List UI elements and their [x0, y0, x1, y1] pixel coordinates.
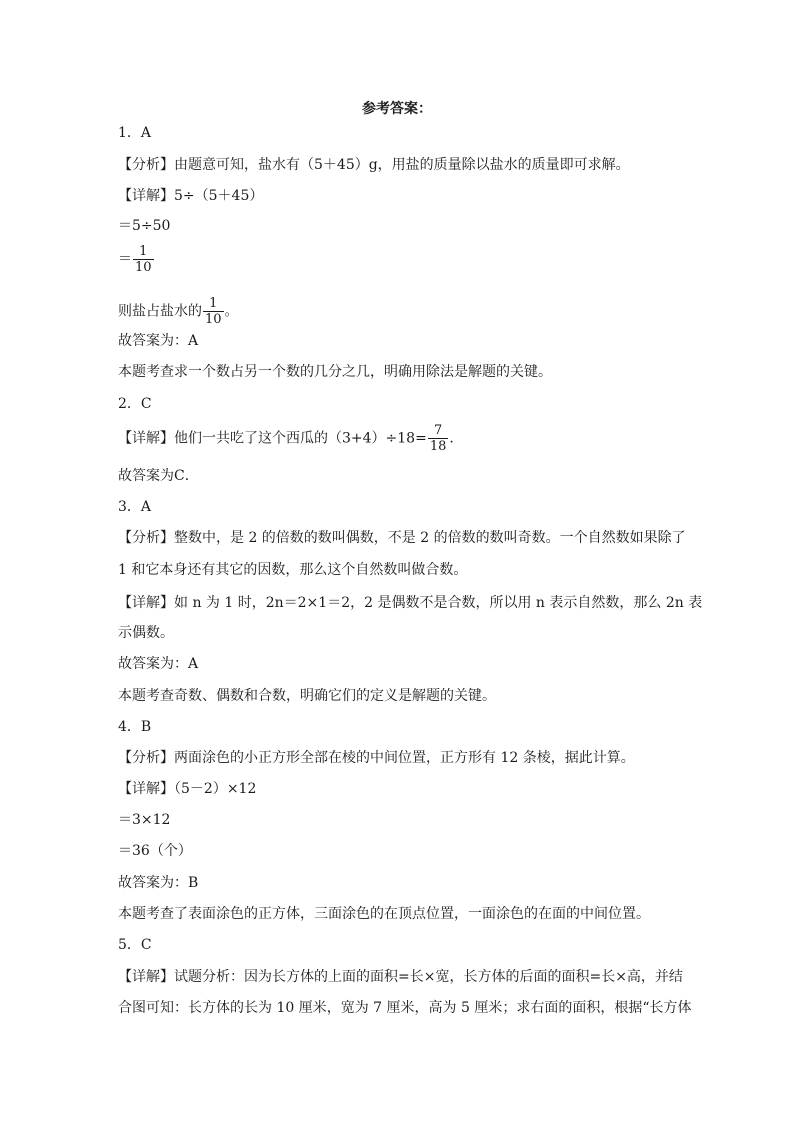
q3-heading: 3．A — [118, 499, 152, 515]
q1-step2-prefix: ＝ — [118, 251, 132, 268]
q2-fraction — [428, 423, 449, 454]
q1-conclusion-prefix: 则盐占盐水的 — [118, 303, 202, 320]
q2-fraction-numerator: 7 — [428, 423, 449, 439]
q1-fraction — [133, 244, 154, 275]
q2-detail — [118, 423, 463, 454]
q2-detail-prefix: 【详解】他们一共吃了这个西瓜的（3+4）÷18= — [118, 430, 427, 447]
q1-conclusion-suffix: 。 — [224, 303, 239, 320]
q3-detail-line2: 示偶数。 — [118, 625, 174, 641]
q1-analysis: 【分析】由题意可知，盐水有（5＋45）g，用盐的质量除以盐水的质量即可求解。 — [118, 157, 630, 173]
q5-detail-line1: 【详解】试题分析：因为长方体的上面的面积=长×宽，长方体的后面的面积=长×高，并结 — [118, 969, 683, 985]
q1-conclusion-fraction — [203, 296, 224, 327]
q1-heading: 1．A — [118, 125, 152, 141]
q1-step1: ＝5÷50 — [118, 218, 171, 234]
q4-detail: 【详解】（5－2）×12 — [118, 781, 257, 797]
q4-step1: ＝3×12 — [118, 812, 171, 828]
q1-step2 — [118, 244, 155, 275]
q5-detail-line2: 合图可知：长方体的长为 10 厘米，宽为 7 厘米，高为 5 厘米；求右面的面积，根据“长方体 — [118, 1000, 692, 1016]
q4-analysis: 【分析】两面涂色的小正方形全部在棱的中间位置，正方形有 12 条棱，据此计算。 — [118, 750, 635, 766]
q4-heading: 4．B — [118, 719, 152, 735]
q4-answer: 故答案为：B — [118, 875, 199, 891]
q4-step2: ＝36（个） — [118, 843, 192, 859]
q1-fraction-numerator: 1 — [133, 244, 154, 260]
q1-detail: 【详解】5÷（5＋45） — [118, 188, 264, 204]
q2-fraction-denominator: 18 — [429, 439, 447, 454]
q1-conclusion-numerator: 1 — [203, 296, 224, 312]
q1-fraction-denominator: 10 — [135, 260, 152, 275]
q3-note: 本题考查奇数、偶数和合数，明确它们的定义是解题的关键。 — [118, 688, 496, 704]
q3-detail-line1: 【详解】如 n 为 1 时，2n＝2×1＝2，2 是偶数不是合数，所以用 n 表示自然数，那么 2n 表 — [118, 595, 703, 611]
q2-detail-suffix: ． — [449, 430, 464, 447]
page-title: 参考答案： — [362, 101, 432, 117]
q1-conclusion — [118, 296, 239, 327]
q2-answer: 故答案为C． — [118, 468, 199, 484]
q3-answer: 故答案为：A — [118, 656, 199, 672]
q4-note: 本题考查了表面涂色的正方体，三面涂色的在顶点位置，一面涂色的在面的中间位置。 — [118, 906, 650, 922]
q1-note: 本题考查求一个数占另一个数的几分之几，明确用除法是解题的关键。 — [118, 364, 552, 380]
q3-analysis-line1: 【分析】整数中，是 2 的倍数的数叫偶数，不是 2 的倍数的数叫奇数。一个自然数如果除了 — [118, 530, 686, 546]
q5-heading: 5．C — [118, 937, 152, 953]
q3-analysis-line2: 1 和它本身还有其它的因数，那么这个自然数叫做合数。 — [118, 562, 468, 578]
q1-answer: 故答案为：A — [118, 333, 199, 349]
q1-conclusion-denominator: 10 — [205, 312, 222, 327]
q2-heading: 2．C — [118, 396, 152, 412]
